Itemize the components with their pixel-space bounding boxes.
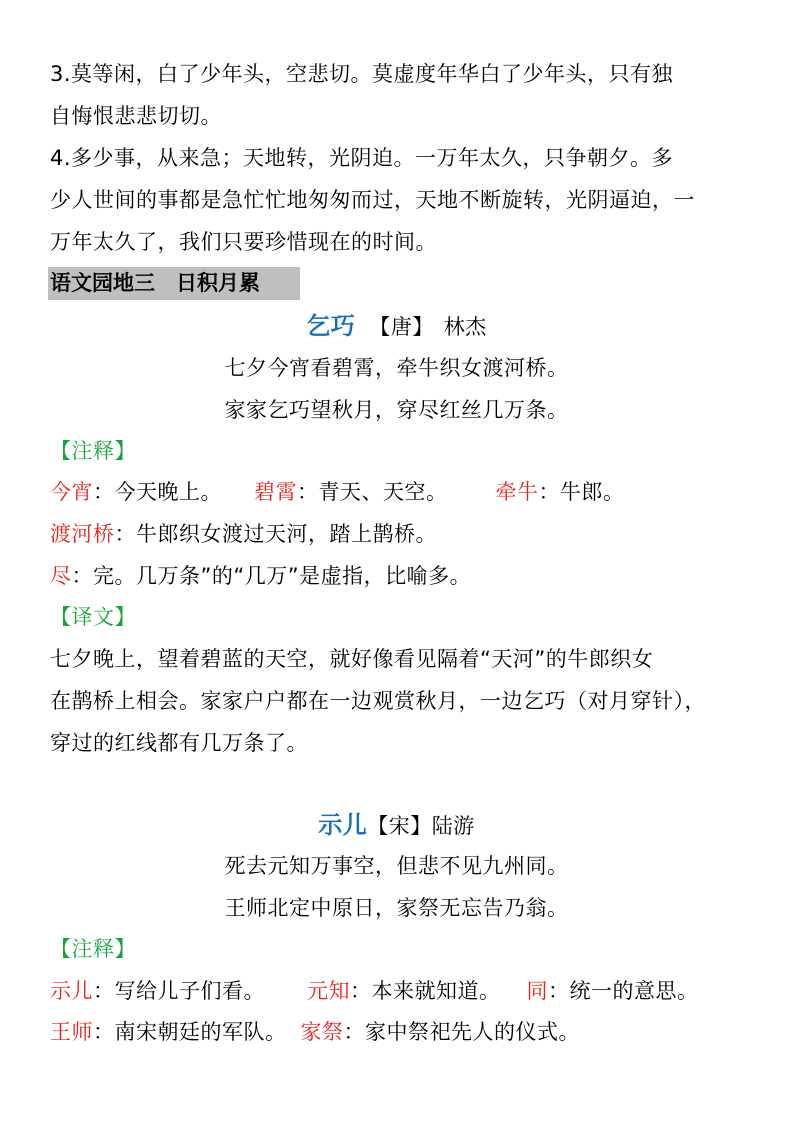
note-definition: ：家中祭祀先人的仪式。 (343, 1020, 580, 1044)
poem2-line-1: 死去元知万事空，但悲不见九州同。 (224, 854, 569, 878)
item-3-line-1: 3.莫等闲，白了少年头，空悲切。莫虚度年华白了少年头，只有独 (50, 62, 674, 86)
note-definition: ：写给儿子们看。 (93, 979, 265, 1003)
poem1-translation-label: 【译文】 (50, 605, 136, 629)
note-term: 元知 (307, 979, 350, 1003)
poem1-title: 乞巧 (306, 312, 356, 340)
note-definition: ：完。几万条”的“几万”是虚指，比喻多。 (71, 564, 472, 588)
poem2-dynasty: 【宋】 (367, 814, 432, 838)
item-3-line-2: 自悔恨悲悲切切。 (50, 104, 222, 128)
poem1-line-1: 七夕今宵看碧霄，牵牛织女渡河桥。 (224, 356, 569, 380)
note-definition: ：本来就知道。 (350, 979, 501, 1003)
note-definition: ：青天、天空。 (297, 480, 448, 504)
poem1-notes-label: 【注释】 (50, 439, 136, 463)
note-term: 王师 (50, 1020, 93, 1044)
poem1-author: 林杰 (443, 315, 487, 339)
note-definition: ：牛郎织女渡过天河，踏上鹊桥。 (114, 522, 437, 546)
poem1-translation-line-1: 七夕晚上，望着碧蓝的天空，就好像看见隔着“天河”的牛郎织女 (50, 647, 654, 671)
note-definition: ：牛郎。 (538, 480, 625, 504)
poem1-line-2: 家家乞巧望秋月，穿尽红丝几万条。 (224, 398, 569, 422)
poem2-notes-label: 【注释】 (50, 937, 136, 961)
note-term: 家祭 (300, 1020, 344, 1044)
item-4-line-3: 万年太久了，我们只要珍惜现在的时间。 (50, 230, 437, 254)
note-definition: ：南宋朝廷的军队。 (93, 1020, 287, 1044)
note-term: 今宵 (50, 480, 93, 504)
poem2-title-line (0, 805, 793, 847)
poem1-notes-row-2 (50, 514, 750, 555)
poem1-notes-row-1 (50, 472, 750, 513)
note-term: 渡河桥 (50, 522, 115, 546)
note-definition: ：统一的意思。 (548, 979, 699, 1003)
note-definition: ：今天晚上。 (93, 480, 222, 504)
poem1-translation-line-2: 在鹊桥上相会。家家户户都在一边观赏秋月，一边乞巧（对月穿针）， (50, 689, 706, 713)
poem2-title: 示儿 (318, 811, 368, 839)
note-term: 示儿 (50, 979, 93, 1003)
section-heading: 语文园地三 日积月累 (48, 267, 300, 300)
poem2-notes-row-2 (50, 1012, 750, 1053)
note-term: 碧霄 (254, 480, 297, 504)
poem2-author: 陆游 (431, 814, 475, 838)
poem1-notes-row-3 (50, 556, 750, 597)
poem1-title-line (0, 306, 793, 348)
note-term: 尽 (50, 564, 72, 588)
poem1-translation-line-3: 穿过的红线都有几万条了。 (50, 731, 308, 755)
item-4-line-1: 4.多少事，从来急；天地转，光阴迫。一万年太久，只争朝夕。多 (50, 146, 674, 170)
poem2-notes-row-1 (50, 971, 750, 1012)
poem2-line-2: 王师北定中原日，家祭无忘告乃翁。 (224, 896, 569, 920)
note-term: 牵牛 (495, 480, 539, 504)
item-4-line-2: 少人世间的事都是急忙忙地匆匆而过，天地不断旋转，光阴逼迫，一 (50, 188, 695, 212)
poem1-dynasty: 【唐】 (369, 315, 434, 339)
note-term: 同 (526, 979, 548, 1003)
